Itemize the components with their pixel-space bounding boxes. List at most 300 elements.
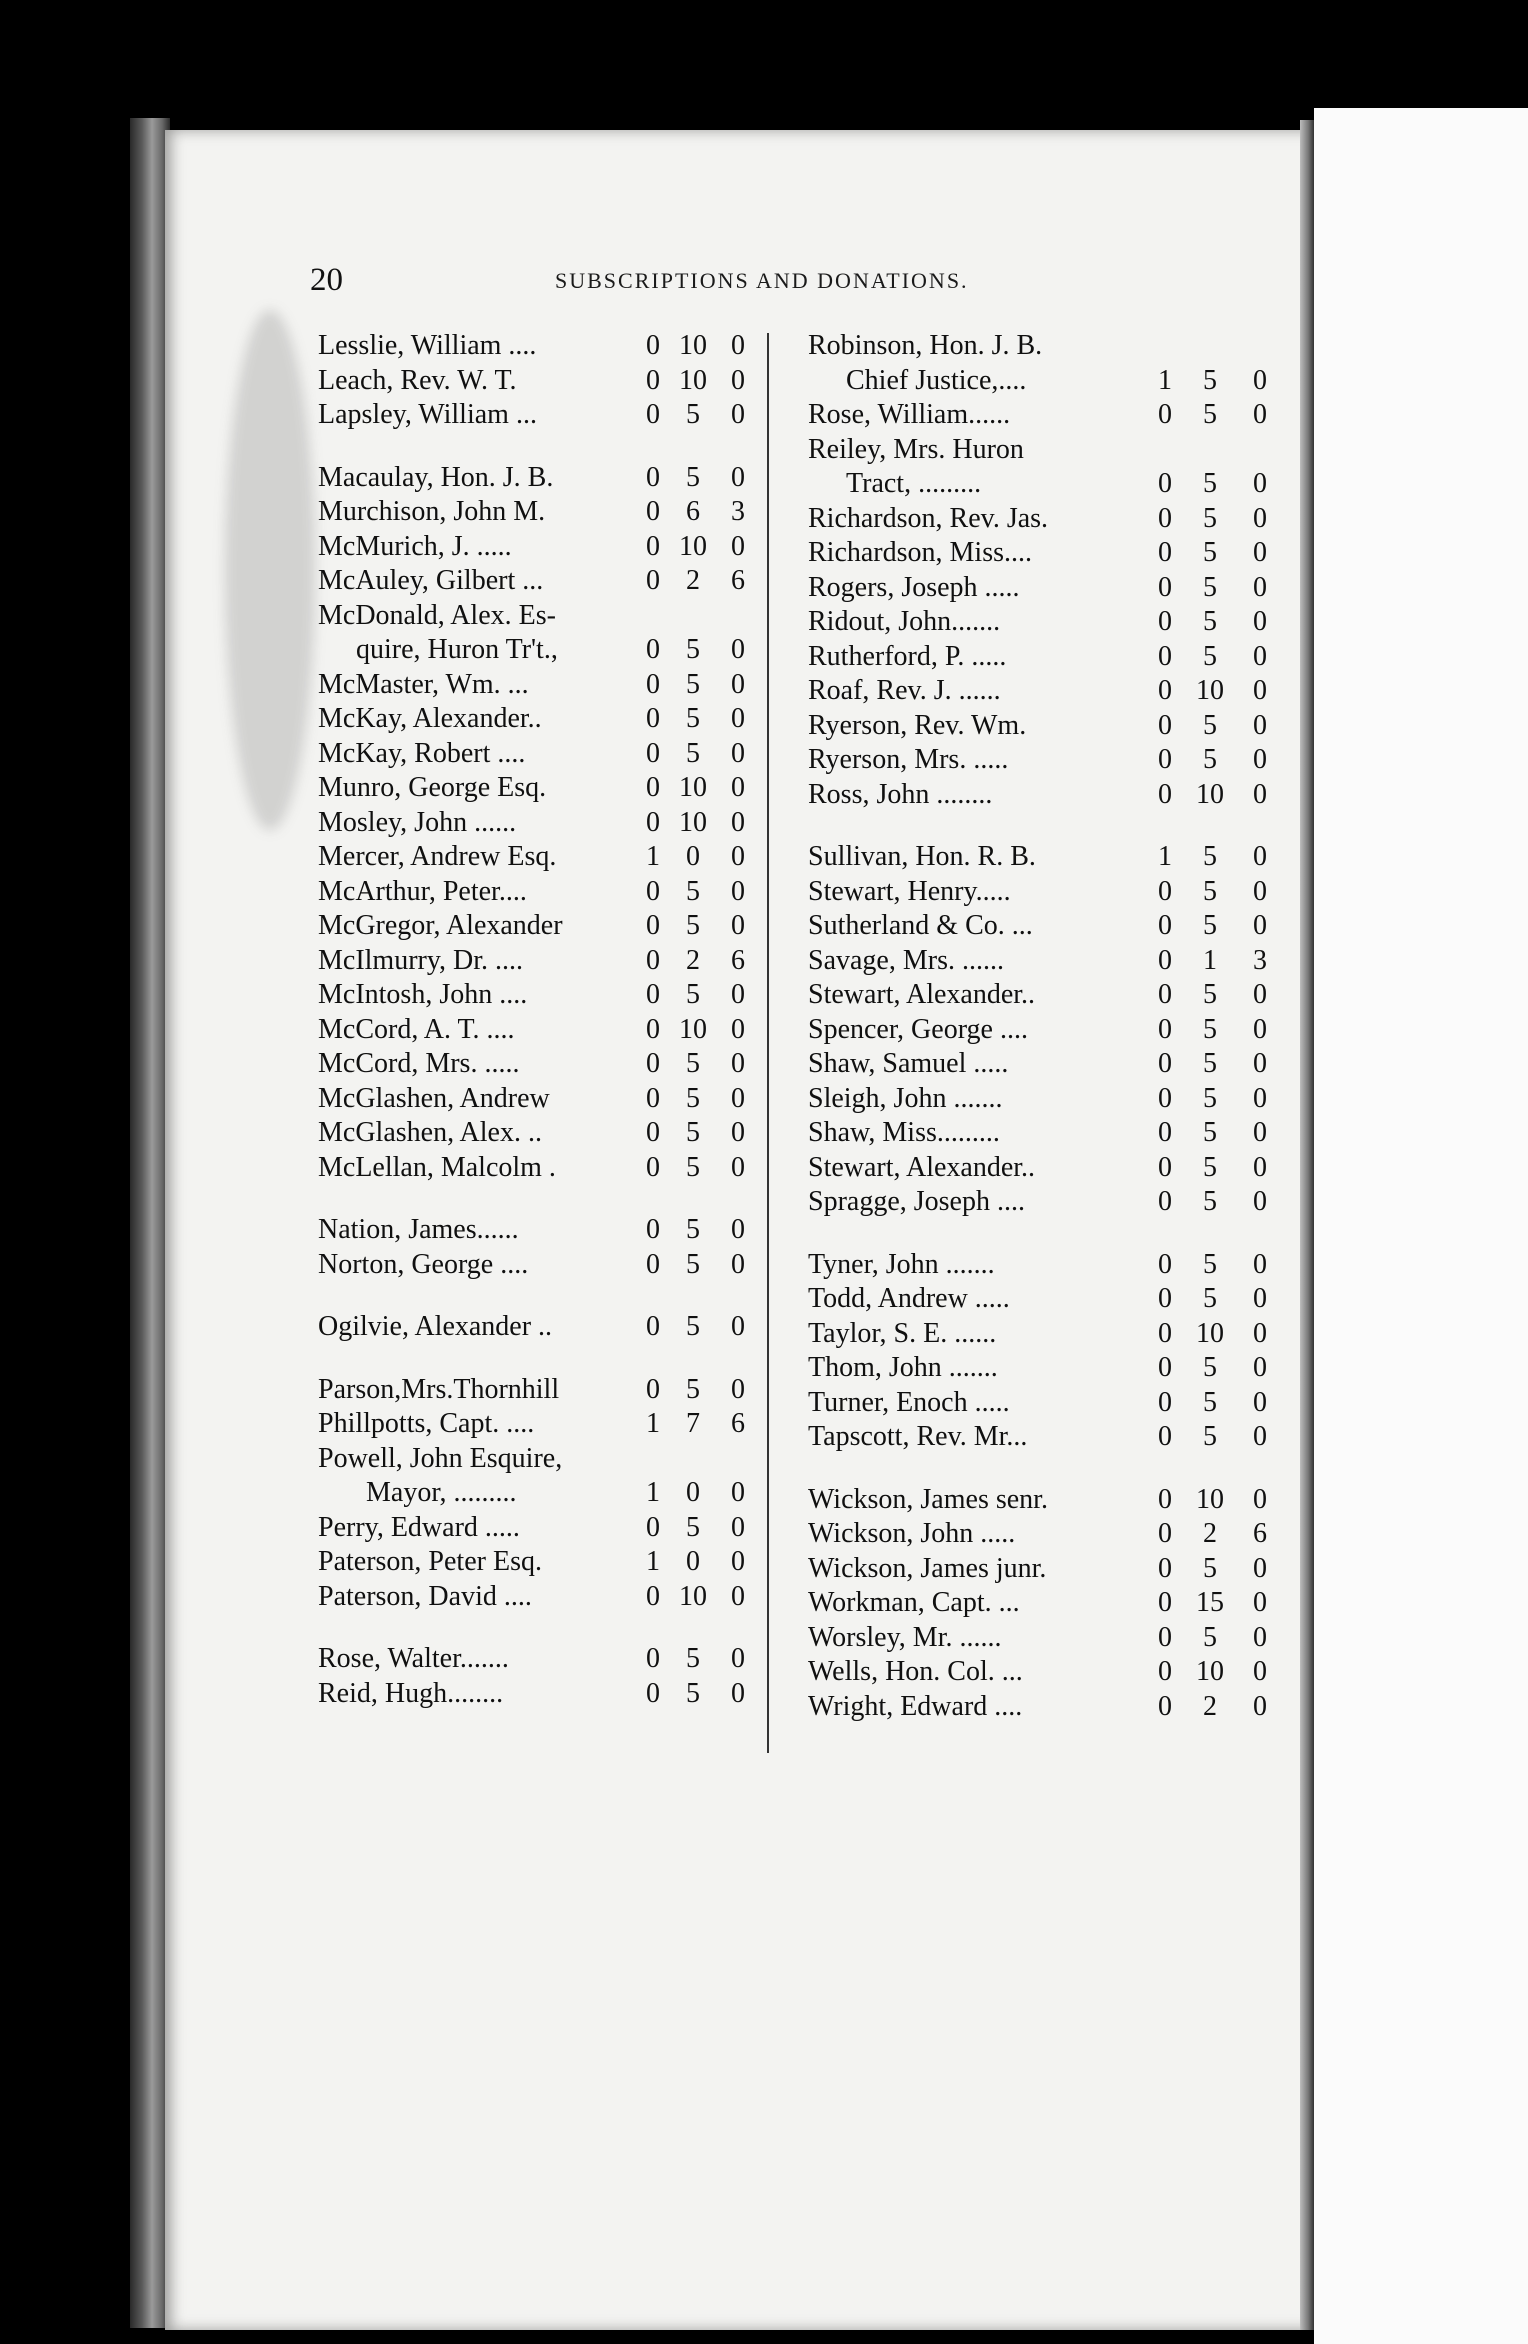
amount-shillings: 5	[686, 1082, 700, 1114]
amount-shillings: 5	[686, 1248, 700, 1280]
amount-pounds: 0	[646, 944, 660, 976]
subscriber-entry	[318, 1048, 758, 1083]
subscriber-name: Tyner, John .......	[808, 1248, 995, 1280]
subscriber-name: Sullivan, Hon. R. B.	[808, 841, 1036, 872]
subscriber-entry	[808, 1048, 1283, 1083]
subscriber-entry	[808, 779, 1283, 814]
subscriber-name: Robinson, Hon. J. B.	[808, 330, 1043, 361]
subscriber-entry	[808, 365, 1283, 400]
subscriber-entry	[808, 1283, 1283, 1318]
subscriber-entry	[808, 744, 1283, 779]
amount-pence: 0	[731, 399, 745, 430]
amount-shillings: 5	[686, 703, 700, 734]
subscriber-entry	[318, 1014, 758, 1049]
amount-pounds: 0	[1158, 1386, 1172, 1418]
subscriber-entry	[318, 1249, 758, 1284]
amount-shillings: 5	[1203, 502, 1217, 534]
amount-pounds: 0	[646, 1511, 660, 1543]
section-gap	[808, 1456, 1283, 1484]
amount-pence: 0	[731, 530, 745, 562]
subscriber-entry	[318, 1512, 758, 1547]
amount-shillings: 5	[686, 1151, 700, 1183]
amount-pence: 0	[731, 1117, 745, 1148]
subscriber-entry	[318, 1581, 758, 1616]
subscriber-entry	[808, 675, 1283, 710]
subscriber-name: McLellan, Malcolm .	[318, 1151, 556, 1183]
amount-pence: 3	[1253, 944, 1267, 976]
amount-shillings: 5	[686, 399, 700, 430]
amount-pence: 0	[1253, 1621, 1267, 1653]
subscriber-entry	[808, 1387, 1283, 1422]
amount-shillings: 2	[1203, 1518, 1217, 1549]
amount-pence: 0	[731, 1677, 745, 1709]
subscriber-entry	[808, 1587, 1283, 1622]
subscriber-entry	[808, 468, 1283, 503]
amount-shillings: 5	[1203, 910, 1217, 941]
amount-pence: 3	[731, 496, 745, 527]
subscriber-name: Savage, Mrs. ......	[808, 944, 1004, 976]
subscriber-name: Shaw, Miss.........	[808, 1117, 1000, 1148]
subscriber-entry	[808, 1152, 1283, 1187]
amount-pounds: 0	[646, 668, 660, 700]
subscriber-name: Shaw, Samuel .....	[808, 1048, 1009, 1079]
subscriber-entry	[318, 1643, 758, 1678]
amount-pounds: 0	[1158, 979, 1172, 1010]
amount-shillings: 10	[1196, 1483, 1224, 1515]
amount-pence: 6	[731, 1408, 745, 1439]
amount-pence: 0	[1253, 640, 1267, 672]
amount-pounds: 0	[1158, 778, 1172, 810]
amount-pounds: 0	[646, 330, 660, 361]
amount-shillings: 15	[1196, 1587, 1224, 1618]
subscriber-entry	[318, 1117, 758, 1152]
amount-pence: 0	[731, 364, 745, 396]
amount-pounds: 0	[646, 1643, 660, 1674]
amount-pence: 0	[1253, 1352, 1267, 1383]
amount-pence: 0	[1253, 744, 1267, 775]
subscriber-name: Richardson, Rev. Jas.	[808, 502, 1049, 534]
amount-pounds: 0	[1158, 1048, 1172, 1079]
subscriber-entry	[318, 1408, 758, 1443]
amount-pence: 0	[731, 1214, 745, 1245]
subscriber-name: Paterson, Peter Esq.	[318, 1546, 542, 1577]
amount-pounds: 0	[1158, 744, 1172, 775]
amount-pence: 0	[1253, 1483, 1267, 1515]
subscriber-name: McArthur, Peter....	[318, 875, 527, 907]
amount-pounds: 0	[646, 1151, 660, 1183]
amount-pounds: 0	[1158, 1317, 1172, 1349]
amount-pence: 0	[731, 1248, 745, 1280]
subscriber-name: McKay, Robert ....	[318, 737, 526, 769]
subscriber-entry	[808, 910, 1283, 945]
amount-pounds: 0	[1158, 875, 1172, 907]
amount-shillings: 5	[1203, 1552, 1217, 1584]
subscriber-entry	[808, 1083, 1283, 1118]
amount-pence: 0	[1253, 1386, 1267, 1418]
subscriber-name: Ryerson, Rev. Wm.	[808, 709, 1027, 741]
subscriber-entry	[318, 462, 758, 497]
amount-pounds: 0	[1158, 1151, 1172, 1183]
subscriber-name: Lapsley, William ...	[318, 399, 537, 430]
amount-shillings: 6	[686, 496, 700, 527]
subscriber-entry	[318, 945, 758, 980]
subscriber-entry	[318, 330, 758, 365]
amount-pence: 0	[1253, 1151, 1267, 1183]
amount-pounds: 0	[1158, 1621, 1172, 1653]
subscriber-name: Chief Justice,....	[846, 364, 1027, 396]
subscriber-name: McCord, A. T. ....	[318, 1013, 515, 1045]
subscriber-name: Spragge, Joseph ....	[808, 1186, 1025, 1217]
amount-shillings: 5	[1203, 364, 1217, 396]
subscriber-name: Roaf, Rev. J. ......	[808, 675, 1001, 706]
section-gap	[318, 1615, 758, 1643]
amount-pounds: 0	[1158, 468, 1172, 499]
subscriber-name: Spencer, George ....	[808, 1013, 1028, 1045]
subscriber-name: McGregor, Alexander	[318, 910, 563, 941]
subscriber-name: Wickson, John .....	[808, 1518, 1016, 1549]
amount-pounds: 1	[646, 841, 660, 872]
subscriber-name: Reid, Hugh........	[318, 1677, 504, 1709]
amount-pounds: 0	[1158, 910, 1172, 941]
subscriber-name: Ridout, John.......	[808, 606, 1001, 637]
page-header	[310, 262, 1170, 302]
amount-pounds: 0	[646, 875, 660, 907]
subscriber-entry	[808, 1318, 1283, 1353]
amount-pounds: 0	[1158, 1483, 1172, 1515]
amount-pounds: 1	[646, 1546, 660, 1577]
amount-pounds: 0	[646, 1373, 660, 1405]
subscriber-name: Sutherland & Co. ...	[808, 910, 1033, 941]
amount-pounds: 0	[646, 1048, 660, 1079]
amount-shillings: 5	[1203, 1186, 1217, 1217]
subscriber-entry	[808, 606, 1283, 641]
amount-shillings: 10	[679, 806, 707, 838]
amount-pounds: 0	[1158, 1082, 1172, 1114]
amount-shillings: 10	[1196, 778, 1224, 810]
amount-pence: 0	[1253, 1552, 1267, 1584]
amount-pounds: 0	[646, 737, 660, 769]
amount-pence: 0	[731, 330, 745, 361]
subscriber-entry	[808, 537, 1283, 572]
subscriber-name: Mercer, Andrew Esq.	[318, 841, 557, 872]
subscriber-entry	[808, 710, 1283, 745]
amount-pounds: 0	[1158, 1352, 1172, 1383]
amount-pence: 0	[1253, 468, 1267, 499]
subscriber-name: McMurich, J. .....	[318, 530, 512, 562]
amount-pence: 6	[1253, 1518, 1267, 1549]
amount-pounds: 1	[1158, 364, 1172, 396]
ink-smudge	[225, 310, 315, 830]
amount-pence: 0	[731, 1373, 745, 1405]
subscriber-name: Turner, Enoch .....	[808, 1386, 1010, 1418]
subscriber-name: Rutherford, P. .....	[808, 640, 1007, 672]
amount-shillings: 5	[1203, 1151, 1217, 1183]
subscriber-name: Sleigh, John .......	[808, 1082, 1003, 1114]
amount-pounds: 0	[646, 1677, 660, 1709]
subscriber-entry	[808, 1249, 1283, 1284]
section-gap	[808, 813, 1283, 841]
amount-shillings: 10	[679, 1013, 707, 1045]
amount-shillings: 10	[1196, 1656, 1224, 1687]
book-spine	[130, 118, 170, 2328]
subscriber-name: McIntosh, John ....	[318, 979, 528, 1010]
amount-shillings: 5	[686, 1643, 700, 1674]
amount-pounds: 0	[1158, 1013, 1172, 1045]
subscriber-name: McKay, Alexander..	[318, 703, 542, 734]
amount-pounds: 1	[646, 1477, 660, 1508]
subscriber-name: Ross, John ........	[808, 778, 993, 810]
subscriber-entry	[318, 399, 758, 434]
amount-pounds: 0	[1158, 1421, 1172, 1452]
amount-pounds: 0	[646, 703, 660, 734]
subscriber-name: Paterson, David ....	[318, 1580, 532, 1612]
amount-pence: 0	[731, 1082, 745, 1114]
section-gap	[318, 1186, 758, 1214]
subscriber-name: Wickson, James junr.	[808, 1552, 1047, 1584]
amount-pounds: 0	[646, 1248, 660, 1280]
amount-pence: 0	[1253, 1421, 1267, 1452]
amount-shillings: 5	[1203, 468, 1217, 499]
amount-pence: 0	[1253, 1117, 1267, 1148]
amount-pence: 0	[1253, 1048, 1267, 1079]
amount-pence: 0	[1253, 1656, 1267, 1687]
subscriber-entry	[318, 1678, 758, 1713]
running-head: SUBSCRIPTIONS AND DONATIONS.	[555, 268, 969, 293]
amount-pounds: 0	[1158, 1552, 1172, 1584]
subscriber-entry	[808, 641, 1283, 676]
subscriber-name: Rogers, Joseph .....	[808, 571, 1020, 603]
amount-pounds: 0	[1158, 606, 1172, 637]
amount-pounds: 0	[646, 565, 660, 596]
amount-shillings: 5	[1203, 640, 1217, 672]
amount-shillings: 5	[1203, 1352, 1217, 1383]
amount-pence: 0	[1253, 364, 1267, 396]
amount-shillings: 5	[1203, 875, 1217, 907]
amount-pence: 0	[731, 1511, 745, 1543]
amount-pence: 0	[1253, 778, 1267, 810]
subscriber-entry	[808, 1622, 1283, 1657]
subscriber-entry	[808, 399, 1283, 434]
amount-shillings: 7	[686, 1408, 700, 1439]
amount-shillings: 5	[1203, 1248, 1217, 1280]
amount-pence: 0	[1253, 1082, 1267, 1114]
subscriber-name: Reiley, Mrs. Huron	[808, 433, 1024, 465]
subscriber-name: Lesslie, William ....	[318, 330, 537, 361]
subscriber-name: Wickson, James senr.	[808, 1483, 1048, 1515]
subscriber-entry	[318, 1311, 758, 1346]
amount-pounds: 0	[646, 1117, 660, 1148]
subscriber-entry	[318, 979, 758, 1014]
left-column	[318, 330, 758, 1712]
amount-pence: 6	[731, 565, 745, 596]
amount-pence: 6	[731, 944, 745, 976]
subscriber-name: McIlmurry, Dr. ....	[318, 944, 524, 976]
amount-pence: 0	[731, 703, 745, 734]
subscriber-name: Rose, William......	[808, 399, 1011, 430]
subscriber-name: Macaulay, Hon. J. B.	[318, 461, 554, 493]
subscriber-name: Ogilvie, Alexander ..	[318, 1311, 553, 1342]
subscriber-name: Mosley, John ......	[318, 806, 517, 838]
amount-shillings: 2	[1203, 1690, 1217, 1722]
subscriber-name: Nation, James......	[318, 1214, 519, 1245]
amount-shillings: 5	[1203, 841, 1217, 872]
subscriber-entry	[808, 503, 1283, 538]
subscriber-entry	[808, 1186, 1283, 1221]
amount-pounds: 0	[646, 1214, 660, 1245]
subscriber-name: Taylor, S. E. ......	[808, 1317, 997, 1349]
amount-pence: 0	[731, 841, 745, 872]
subscriber-entry	[318, 496, 758, 531]
amount-pence: 0	[731, 668, 745, 700]
subscriber-entry	[318, 600, 758, 635]
amount-pence: 0	[1253, 399, 1267, 430]
amount-pounds: 0	[1158, 399, 1172, 430]
amount-pounds: 0	[1158, 537, 1172, 568]
subscriber-entry	[808, 572, 1283, 607]
amount-pence: 0	[1253, 502, 1267, 534]
subscriber-name: Stewart, Alexander..	[808, 1151, 1036, 1183]
subscriber-name: Worsley, Mr. ......	[808, 1621, 1002, 1653]
subscriber-entry	[808, 979, 1283, 1014]
subscriber-entry	[808, 945, 1283, 980]
amount-pence: 0	[731, 979, 745, 1010]
amount-shillings: 5	[1203, 1621, 1217, 1653]
amount-pence: 0	[1253, 675, 1267, 706]
subscriber-name: Todd, Andrew .....	[808, 1283, 1010, 1314]
amount-shillings: 5	[1203, 744, 1217, 775]
amount-shillings: 10	[1196, 675, 1224, 706]
amount-shillings: 5	[1203, 399, 1217, 430]
amount-pounds: 0	[1158, 675, 1172, 706]
subscriber-entry	[808, 1421, 1283, 1456]
amount-pence: 0	[1253, 1587, 1267, 1618]
section-gap	[808, 1221, 1283, 1249]
subscriber-entry	[318, 1083, 758, 1118]
subscriber-entry	[318, 565, 758, 600]
section-gap	[318, 434, 758, 462]
subscriber-name: McGlashen, Alex. ..	[318, 1117, 542, 1148]
amount-shillings: 0	[686, 1477, 700, 1508]
amount-shillings: 5	[1203, 1082, 1217, 1114]
amount-pence: 0	[731, 910, 745, 941]
amount-pence: 0	[1253, 1283, 1267, 1314]
amount-shillings: 10	[1196, 1317, 1224, 1349]
subscriber-entry	[808, 1117, 1283, 1152]
subscriber-name: McGlashen, Andrew	[318, 1082, 550, 1114]
subscriber-name: Parson,Mrs.Thornhill	[318, 1373, 560, 1405]
amount-shillings: 5	[1203, 1386, 1217, 1418]
amount-shillings: 5	[1203, 1013, 1217, 1045]
amount-pounds: 0	[646, 806, 660, 838]
subscriber-name: McMaster, Wm. ...	[318, 668, 529, 700]
subscriber-entry	[318, 365, 758, 400]
subscriber-name: McDonald, Alex. Es-	[318, 599, 556, 631]
subscriber-name: Wells, Hon. Col. ...	[808, 1656, 1023, 1687]
subscriber-entry	[808, 1014, 1283, 1049]
amount-pounds: 0	[646, 399, 660, 430]
section-gap	[318, 1346, 758, 1374]
amount-shillings: 5	[686, 875, 700, 907]
subscriber-entry	[318, 1152, 758, 1187]
subscriber-name: Ryerson, Mrs. .....	[808, 744, 1009, 775]
amount-shillings: 10	[679, 772, 707, 803]
amount-shillings: 0	[686, 1546, 700, 1577]
amount-pence: 0	[731, 1151, 745, 1183]
amount-pounds: 0	[646, 634, 660, 665]
subscriber-entry	[808, 1553, 1283, 1588]
subscriber-entry	[808, 1656, 1283, 1691]
amount-shillings: 0	[686, 841, 700, 872]
amount-pounds: 0	[1158, 1518, 1172, 1549]
subscriber-name: Tapscott, Rev. Mr...	[808, 1421, 1028, 1452]
amount-pounds: 0	[1158, 1587, 1172, 1618]
amount-shillings: 5	[686, 1677, 700, 1709]
amount-pence: 0	[1253, 1248, 1267, 1280]
subscriber-entry	[808, 1352, 1283, 1387]
amount-shillings: 10	[679, 364, 707, 396]
amount-shillings: 5	[686, 634, 700, 665]
subscriber-name: Wright, Edward ....	[808, 1690, 1023, 1722]
amount-pounds: 0	[1158, 1186, 1172, 1217]
subscriber-name: Stewart, Henry.....	[808, 875, 1011, 907]
amount-pence: 0	[731, 634, 745, 665]
subscriber-name: Powell, John Esquire,	[318, 1442, 563, 1474]
subscriber-entry	[318, 531, 758, 566]
subscriber-entry	[808, 1484, 1283, 1519]
amount-pence: 0	[1253, 841, 1267, 872]
amount-pence: 0	[731, 1546, 745, 1577]
amount-pounds: 0	[1158, 944, 1172, 976]
subscriber-entry	[318, 738, 758, 773]
subscriber-name: Richardson, Miss....	[808, 537, 1032, 568]
amount-shillings: 5	[1203, 709, 1217, 741]
amount-shillings: 10	[679, 530, 707, 562]
subscriber-name: Thom, John .......	[808, 1352, 998, 1383]
amount-shillings: 2	[686, 944, 700, 976]
amount-shillings: 10	[679, 1580, 707, 1612]
subscriber-name: Rose, Walter.......	[318, 1643, 509, 1674]
amount-pence: 0	[1253, 571, 1267, 603]
amount-shillings: 5	[686, 910, 700, 941]
amount-shillings: 5	[1203, 1283, 1217, 1314]
subscriber-name: Workman, Capt. ...	[808, 1587, 1020, 1618]
right-column	[808, 330, 1283, 1725]
amount-pence: 0	[1253, 606, 1267, 637]
amount-pence: 0	[731, 875, 745, 907]
amount-shillings: 5	[686, 1373, 700, 1405]
amount-pence: 0	[731, 737, 745, 769]
amount-pounds: 0	[1158, 709, 1172, 741]
subscriber-entry	[318, 1374, 758, 1409]
subscriber-entry	[808, 434, 1283, 469]
subscriber-entry	[318, 1443, 758, 1478]
facing-page	[1314, 108, 1528, 2344]
amount-shillings: 5	[1203, 1117, 1217, 1148]
amount-shillings: 10	[679, 330, 707, 361]
subscriber-entry	[318, 841, 758, 876]
amount-pence: 0	[731, 1311, 745, 1342]
subscriber-name: Murchison, John M.	[318, 496, 546, 527]
amount-pounds: 0	[1158, 1656, 1172, 1687]
subscriber-name: Perry, Edward .....	[318, 1511, 520, 1543]
amount-pence: 0	[1253, 537, 1267, 568]
amount-pounds: 0	[1158, 1117, 1172, 1148]
amount-pounds: 0	[646, 461, 660, 493]
subscriber-name: quire, Huron Tr't.,	[356, 634, 558, 665]
amount-shillings: 5	[686, 1048, 700, 1079]
amount-pence: 0	[731, 806, 745, 838]
amount-pounds: 0	[646, 772, 660, 803]
